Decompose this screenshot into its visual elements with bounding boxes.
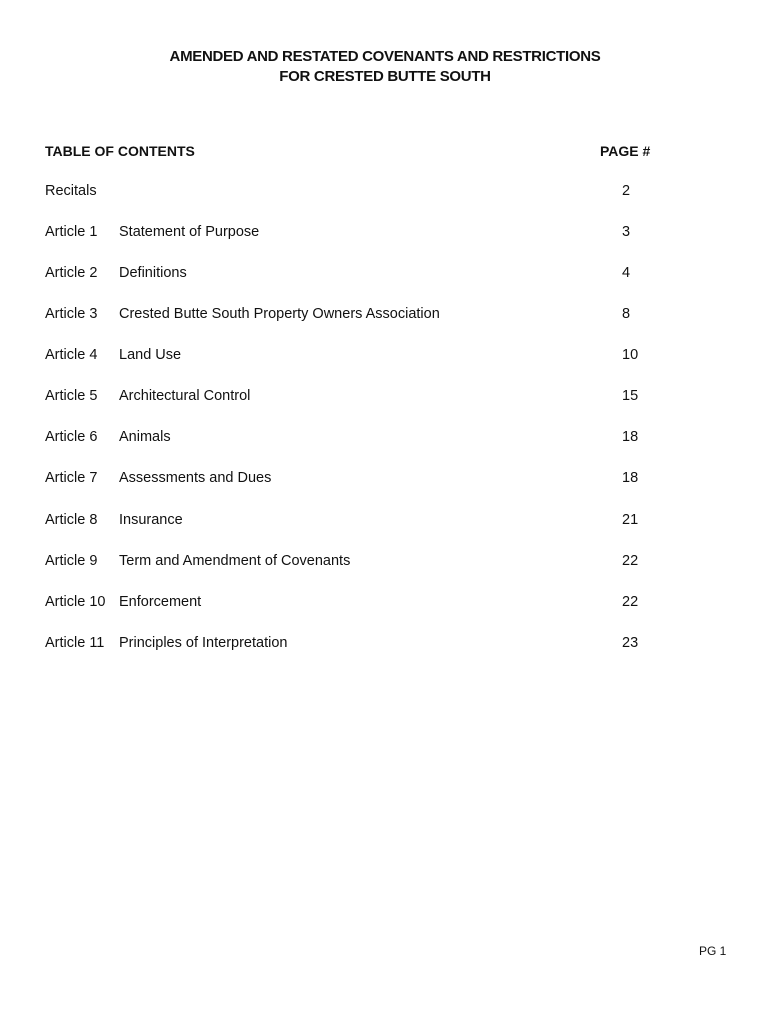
toc-entry-page: 4: [622, 265, 631, 281]
toc-entry-title: Principles of Interpretation: [119, 635, 288, 651]
toc-entry-number: Article 8: [45, 512, 98, 528]
toc-entry-recitals: [0, 183, 770, 203]
document-title-line-1: AMENDED AND RESTATED COVENANTS AND RESTRICTIONS: [169, 48, 601, 65]
page-column-heading: PAGE #: [600, 143, 651, 159]
toc-entry-page: 22: [622, 553, 639, 569]
toc-entry-page: 8: [622, 306, 631, 322]
toc-entry-number: Article 10: [45, 594, 106, 610]
toc-entry-article-4: [0, 347, 770, 367]
toc-entry-title: Term and Amendment of Covenants: [119, 553, 351, 569]
toc-entry-article-9: [0, 553, 770, 573]
toc-entry-page: 10: [622, 347, 639, 363]
toc-entry-article-2: [0, 265, 770, 285]
toc-entry-title: Animals: [119, 429, 171, 445]
toc-entry-page: 3: [622, 224, 631, 240]
toc-entry-article-5: [0, 388, 770, 408]
toc-entry-number: Article 7: [45, 470, 98, 486]
toc-entry-title: Definitions: [119, 265, 187, 281]
toc-entry-article-6: [0, 429, 770, 449]
toc-entry-article-3: [0, 306, 770, 326]
toc-entry-page: 21: [622, 512, 639, 528]
toc-entry-title: Enforcement: [119, 594, 202, 610]
toc-entry-title: Land Use: [119, 347, 182, 363]
page-number-footer: PG 1: [699, 944, 727, 958]
toc-entry-article-7: [0, 470, 770, 490]
toc-entry-number: Article 1: [45, 224, 98, 240]
toc-entry-page: 18: [622, 470, 639, 486]
toc-entry-article-10: [0, 594, 770, 614]
toc-entry-title: Architectural Control: [119, 388, 251, 404]
toc-entry-page: 22: [622, 594, 639, 610]
toc-entry-page: 23: [622, 635, 639, 651]
toc-heading: TABLE OF CONTENTS: [45, 143, 195, 159]
toc-entry-article-8: [0, 512, 770, 532]
toc-entry-article-1: [0, 224, 770, 244]
toc-entry-article-11: [0, 635, 770, 655]
toc-entry-page: 15: [622, 388, 639, 404]
toc-entry-number: Recitals: [45, 183, 97, 199]
toc-entry-title: Insurance: [119, 512, 183, 528]
toc-entry-number: Article 11: [45, 635, 105, 651]
toc-entry-number: Article 9: [45, 553, 98, 569]
toc-entry-number: Article 3: [45, 306, 98, 322]
toc-entry-number: Article 4: [45, 347, 98, 363]
toc-entry-title: Statement of Purpose: [119, 224, 260, 240]
toc-entry-number: Article 2: [45, 265, 98, 281]
toc-entry-title: Crested Butte South Property Owners Association: [119, 306, 440, 322]
toc-entry-number: Article 5: [45, 388, 98, 404]
document-title-line-2: FOR CRESTED BUTTE SOUTH: [279, 68, 491, 85]
toc-entry-page: 18: [622, 429, 639, 445]
toc-entry-number: Article 6: [45, 429, 98, 445]
toc-entry-page: 2: [622, 183, 631, 199]
toc-entry-title: Assessments and Dues: [119, 470, 272, 486]
